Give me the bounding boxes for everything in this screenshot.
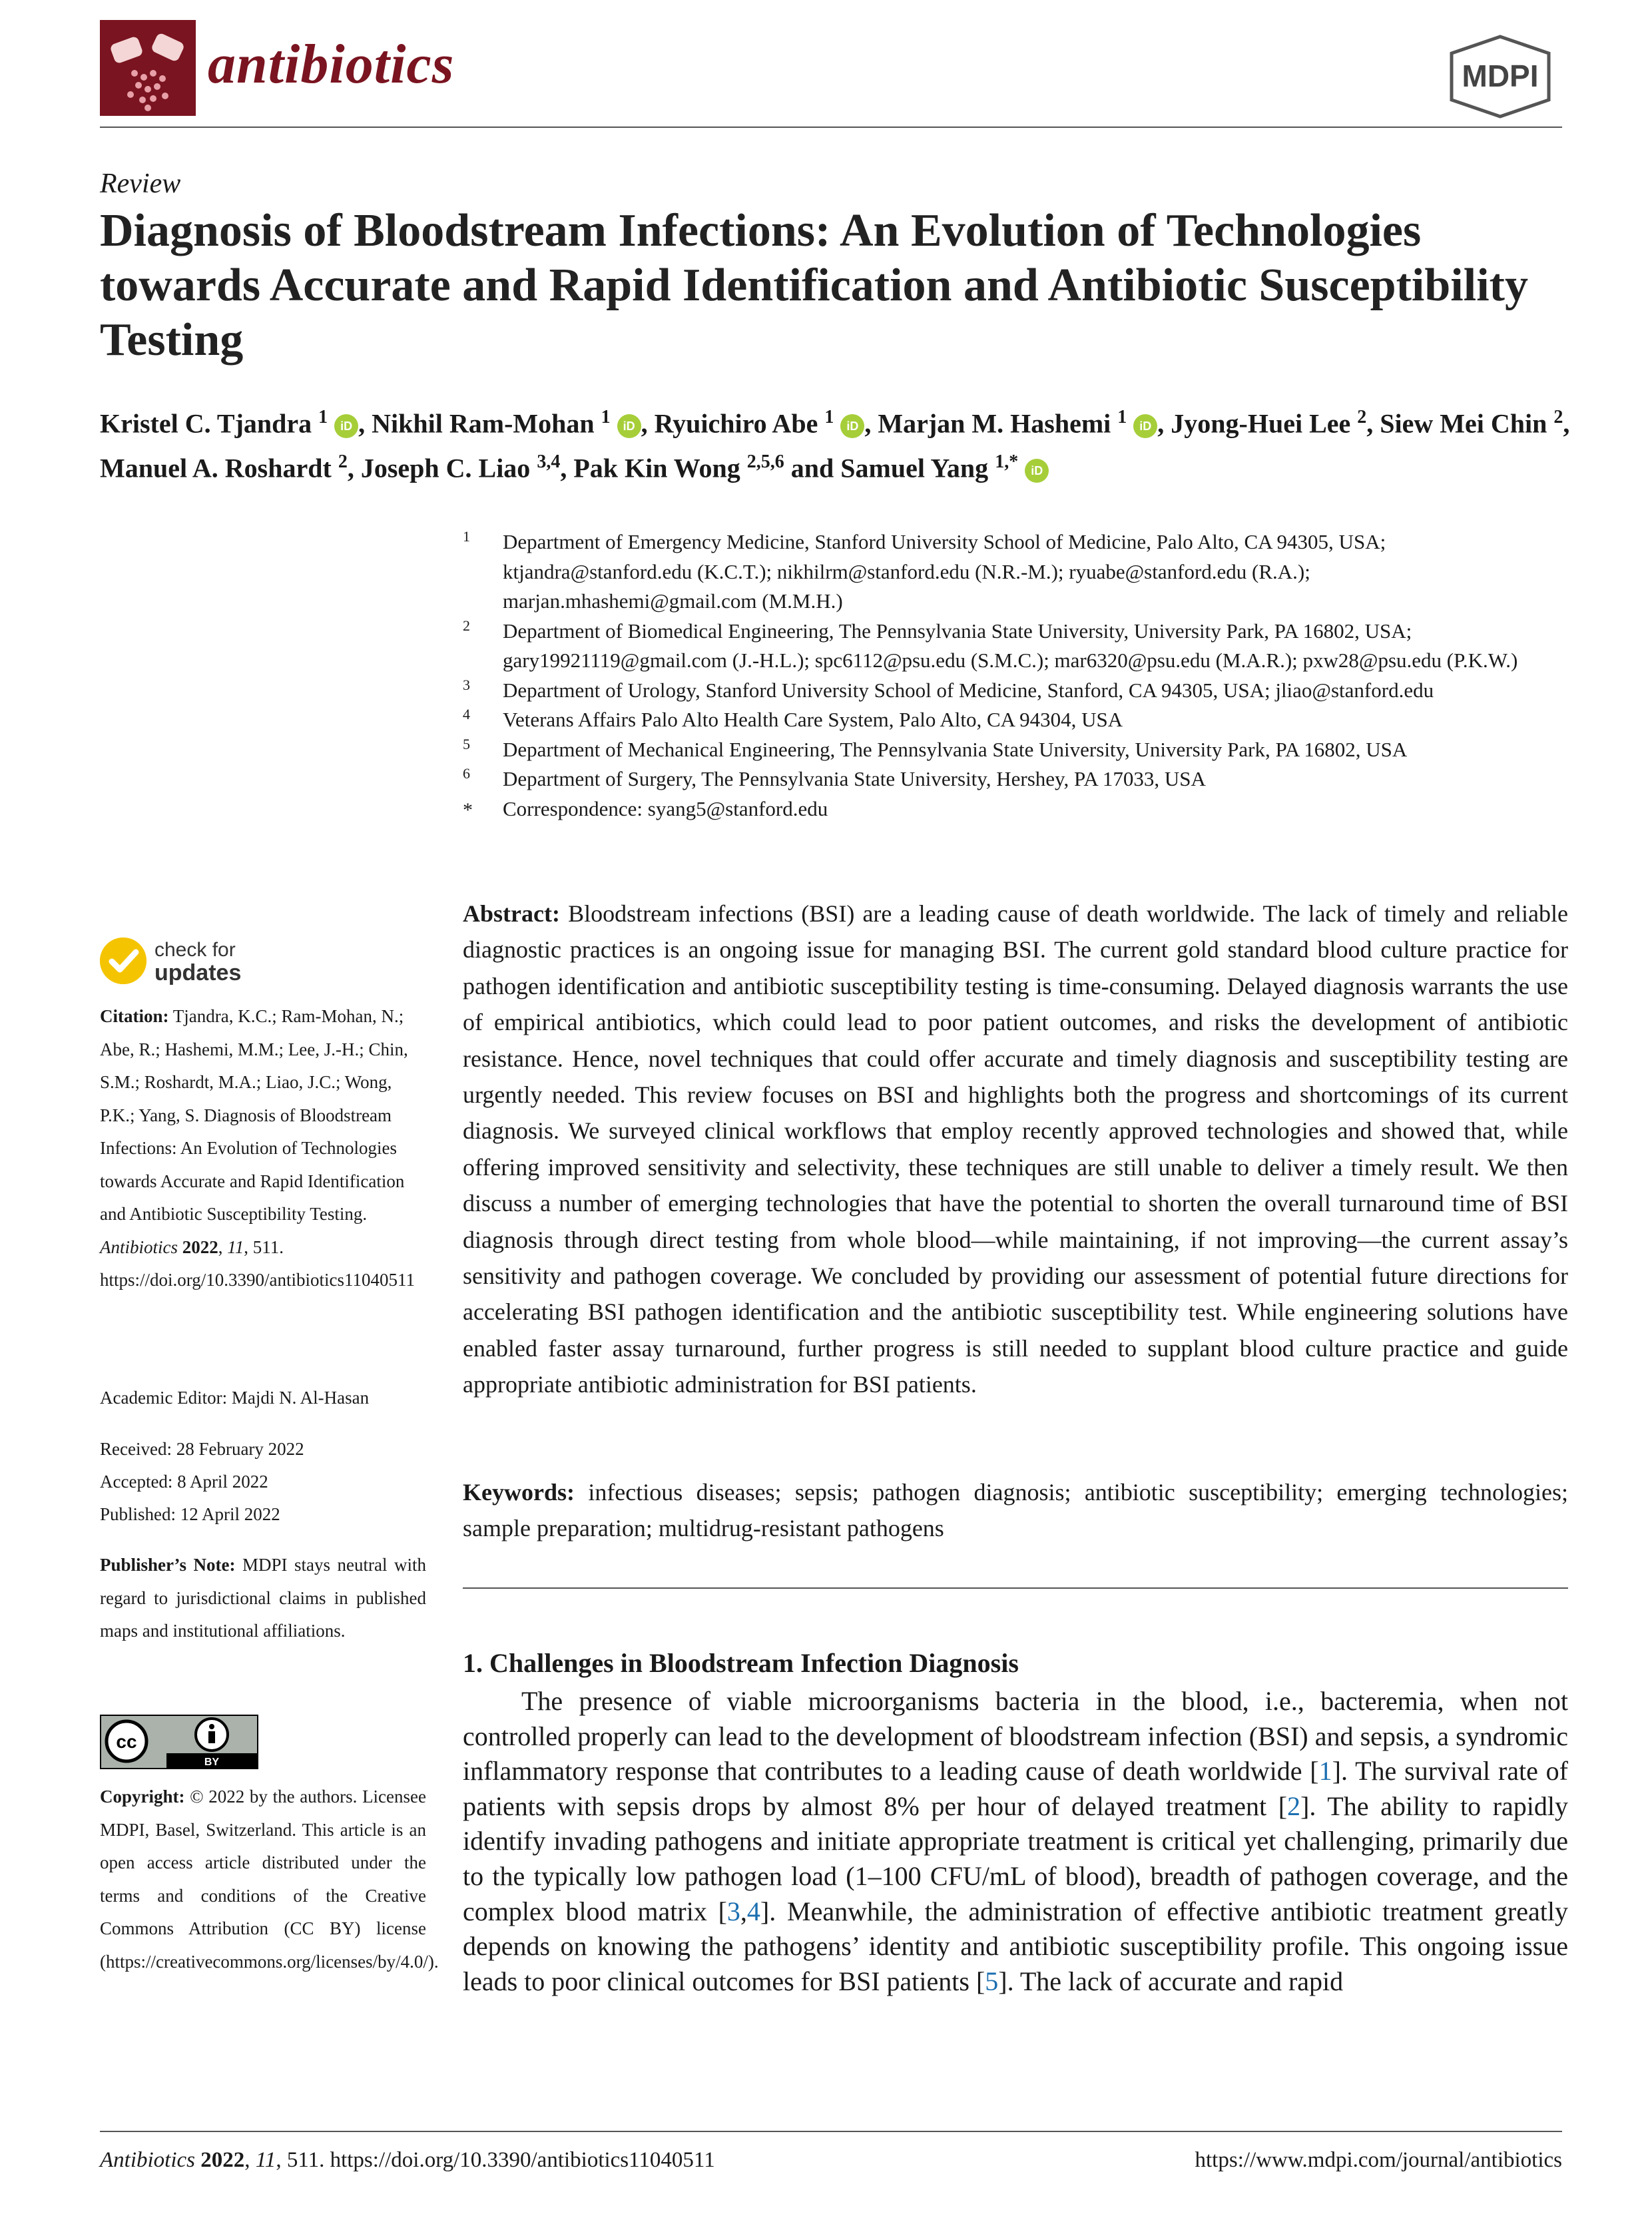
author-name: Pak Kin Wong — [573, 453, 747, 483]
cc-by-license-badge[interactable] — [100, 1715, 258, 1769]
check-updates-label-bold[interactable]: updates — [154, 960, 242, 985]
author-name: Ryuichiro Abe — [654, 408, 825, 439]
academic-editor: Academic Editor: Majdi N. Al-Hasan — [100, 1388, 370, 1408]
mdpi-hexagon-icon — [1438, 33, 1562, 120]
citation-link[interactable]: 4 — [746, 1896, 760, 1926]
author-name: Jyong-Huei Lee — [1171, 408, 1358, 439]
abstract-label: Abstract: — [463, 900, 560, 927]
affiliations — [463, 527, 1568, 824]
header-divider — [100, 127, 1562, 128]
keywords-label: Keywords: — [463, 1479, 575, 1506]
author-name: Marjan M. Hashemi — [878, 408, 1118, 439]
affiliation-item — [463, 705, 1568, 735]
publisher-logo[interactable] — [1438, 33, 1562, 120]
orcid-icon[interactable]: iD — [840, 414, 864, 438]
received-date: Received: 28 February 2022 — [100, 1439, 304, 1459]
article-type: Review — [100, 168, 181, 199]
author-name: Joseph C. Liao — [360, 453, 537, 483]
cc-badge-label: BY — [204, 1757, 220, 1768]
publisher-note: Publisher’s Note: MDPI stays neutral with regard to jurisdictional claims in published maps and institutional affiliations. — [100, 1555, 427, 1641]
article-title: Diagnosis of Bloodstream Infections: An Evolution of Technologies towards Accurate and Rapid Identification and Antibiotic Susceptibility Testing — [100, 205, 1528, 366]
author-affiliation-marker: 2 — [1357, 407, 1367, 427]
abstract-text: Bloodstream infections (BSI) are a leading cause of death worldwide. The lack of timely and reliable diagnostic practices is an ongoing issue for managing BSI. The current gold standard blood culture practice for pathogen identification and antibiotic susceptibility testing is time-consuming. Delayed diagnosis warrants the use of empirical antibiotics, which could lead to poor patient outcomes, and risks the development of antibiotic resistance. Hence, novel techniques that could offer accurate and timely diagnosis and susceptibility testing are urgently needed. This review focuses on BSI and highlights both the progress and shortcomings of its current diagnosis. We surveyed clinical workflows that employ recently approved technologies and showed that, while offering improved sensitivity and selectivity, these techniques are still unable to deliver a timely result. We then discuss a number of emerging technologies that have the potential to shorten the overall turnaround time of BSI diagnosis through direct testing from whole blood—while maintaining, if not improving—the current assay’s sensitivity and pathogen coverage. We concluded by providing our assessment of potential future directions for accelerating BSI pathogen identification and the antibiotic susceptibility test. While engineering solutions have enabled faster assay turnaround, further progress is still needed to supplant blood culture practice and guide appropriate antibiotic administration for BSI patients. — [463, 900, 1568, 1398]
orcid-icon[interactable]: iD — [617, 414, 641, 438]
section-body — [463, 1684, 1568, 1999]
author-list: Kristel C. Tjandra $^1$ iD , Nikhil Ram-Mohan $^1$ iD , Ryuichiro Abe $^1$ iD , Marjan M. Hashemi $^1$ iD , Jyong-Huei Lee $^2$, Siew Mei Chin $^2$, Manuel A. Roshardt $^2$, Joseph C. Liao $^{3,4}$, Pak Kin Wong $^{2,5,6}$ and Samuel Yang $^{1,*}$ iD — [100, 407, 1570, 483]
publication-dates — [100, 1433, 426, 1531]
author-affiliation-marker: 2 — [338, 451, 348, 473]
affiliation-item — [463, 735, 1568, 765]
affiliation-item — [463, 676, 1568, 706]
orcid-icon[interactable]: iD — [1133, 414, 1157, 438]
author-name: Nikhil Ram-Mohan — [372, 408, 601, 439]
affiliation-text: Department of Surgery, The Pennsylvania State University, Hershey, PA 17033, USA — [503, 767, 1206, 790]
footer-journal-url[interactable]: https://www.mdpi.com/journal/antibiotics — [1195, 2148, 1562, 2172]
citation-link[interactable]: 5 — [985, 1966, 999, 1996]
journal-name[interactable]: antibiotics — [208, 33, 455, 95]
affiliation-text: Department of Biomedical Engineering, The Pennsylvania State University, University Park, PA 16802, USA; gary19921119@gmail.com (J.-H.L.); spc6112@psu.edu (S.M.C.); mar6320@psu.edu (M.A.R.); pxw28@psu.edu (P.K.W.) — [503, 619, 1518, 672]
citation-block: Citation: Tjandra, K.C.; Ram-Mohan, N.; Abe, R.; Hashemi, M.M.; Lee, J.-H.; Chin, S.M.; Roshardt, M.A.; Liao, J.C.; Wong, P.K.; Yang, S. Diagnosis of Bloodstream Infections: An Evolution of Technologies towards Accurate and Rapid Identification and Antibiotic Susceptibility Testing. Antibiotics 2022, 11, 511. https://doi.org/10.3390/antibiotics11040511 — [100, 1006, 415, 1290]
author-affiliation-marker: 1 — [1117, 407, 1127, 427]
affiliation-number: 1 — [463, 528, 470, 545]
author-name: Samuel Yang — [840, 453, 995, 483]
affiliation-text: Department of Urology, Stanford University School of Medicine, Stanford, CA 94305, USA; jliao@stanford.edu — [503, 678, 1434, 702]
section-heading: 1. Challenges in Bloodstream Infection Diagnosis — [463, 1648, 1019, 1678]
keywords — [463, 1474, 1568, 1546]
author-affiliation-marker: 3,4 — [537, 451, 561, 473]
author-name: Manuel A. Roshardt — [100, 453, 338, 483]
footer-citation: Antibiotics 2022, 11, 511. https://doi.org/10.3390/antibiotics11040511 — [100, 2148, 715, 2172]
orcid-icon[interactable]: iD — [1025, 459, 1049, 483]
affiliation-item — [463, 794, 1568, 824]
author-affiliation-marker: 2 — [1553, 407, 1563, 427]
publisher-name: MDPI — [1462, 59, 1539, 93]
author-affiliation-marker: 1 — [824, 407, 834, 427]
orcid-icon[interactable]: iD — [334, 414, 358, 438]
author-affiliation-marker: 1 — [318, 407, 328, 427]
citation-link[interactable]: 2 — [1287, 1791, 1301, 1821]
author-affiliation-marker: 1,* — [995, 451, 1019, 473]
affiliation-number: 2 — [463, 617, 470, 634]
affiliation-text: Veterans Affairs Palo Alto Health Care System, Palo Alto, CA 94304, USA — [503, 708, 1123, 731]
citation-doi[interactable]: , 511. https://doi.org/10.3390/antibiotics11040511 — [100, 1237, 415, 1290]
citation-link[interactable]: 1 — [1318, 1756, 1332, 1787]
affiliation-number: * — [463, 798, 473, 821]
pill-capsule-icon — [100, 20, 196, 116]
keywords-text: infectious diseases; sepsis; pathogen diagnosis; antibiotic susceptibility; emerging technologies; sample preparation; multidrug-resistant pathogens — [463, 1479, 1568, 1541]
citation-link[interactable]: 3 — [726, 1896, 740, 1926]
accepted-date: Accepted: 8 April 2022 — [100, 1472, 268, 1492]
journal-logo — [100, 20, 196, 116]
abstract — [463, 896, 1568, 1403]
affiliation-item — [463, 764, 1568, 794]
affiliation-text: Correspondence: syang5@stanford.edu — [503, 796, 828, 820]
svg-text:cc: cc — [116, 1731, 137, 1752]
footer-divider — [100, 2131, 1562, 2132]
affiliation-number: 6 — [463, 765, 470, 782]
check-updates-icon[interactable] — [100, 938, 146, 984]
author-affiliation-marker: 2,5,6 — [746, 451, 784, 473]
footer-doi-link[interactable]: , 511. https://doi.org/10.3390/antibiotics11040511 — [276, 2148, 715, 2172]
affiliation-text: Department of Mechanical Engineering, The Pennsylvania State University, University Park, PA 16802, USA — [503, 737, 1408, 761]
affiliation-item — [463, 617, 1568, 676]
copyright-notice: Copyright: © 2022 by the authors. Licensee MDPI, Basel, Switzerland. This article is an open access article distributed under the terms and conditions of the Creative Commons Attribution (CC BY) license (https://creativecommons.org/licenses/by/4.0/). — [100, 1787, 439, 1972]
affiliation-text: Department of Emergency Medicine, Stanford University School of Medicine, Palo Alto, CA 94305, USA; ktjandra@stanford.edu (K.C.T.); nikhilrm@stanford.edu (N.R.-M.); ryuabe@stanford.edu (R.A.); marjan.mhashemi@gmail.com (M.M.H.) — [503, 530, 1386, 613]
author-name: Siew Mei Chin — [1380, 408, 1554, 439]
section-divider — [463, 1587, 1568, 1589]
author-affiliation-marker: 1 — [601, 407, 611, 427]
affiliation-number: 4 — [463, 706, 470, 722]
published-date: Published: 12 April 2022 — [100, 1504, 280, 1524]
paragraph: The presence of viable microorganisms bacteria in the blood, i.e., bacteremia, when not controlled properly can lead to the development of bloodstream infection (BSI) and sepsis, a syndromic inflammatory response that contributes to a leading cause of death worldwide [1]. The survival rate of patients with sepsis drops by almost 8% per hour of delayed treatment [2]. The ability to rapidly identify invading pathogens and initiate appropriate treatment is critical yet challenging, primarily due to the typically low pathogen load (1–100 CFU/mL of blood), breadth of pathogen coverage, and the complex blood matrix [3,4]. Meanwhile, the administration of effective antibiotic treatment greatly depends on knowing the pathogens’ identity and antibiotic susceptibility profile. This ongoing issue leads to poor clinical outcomes for BSI patients [5]. The lack of accurate and rapid — [463, 1686, 1569, 1996]
author-name: Kristel C. Tjandra — [100, 408, 319, 439]
affiliation-number: 5 — [463, 735, 470, 752]
affiliation-number: 3 — [463, 676, 470, 693]
affiliation-item — [463, 527, 1568, 617]
check-updates-label[interactable]: check for — [154, 939, 236, 961]
